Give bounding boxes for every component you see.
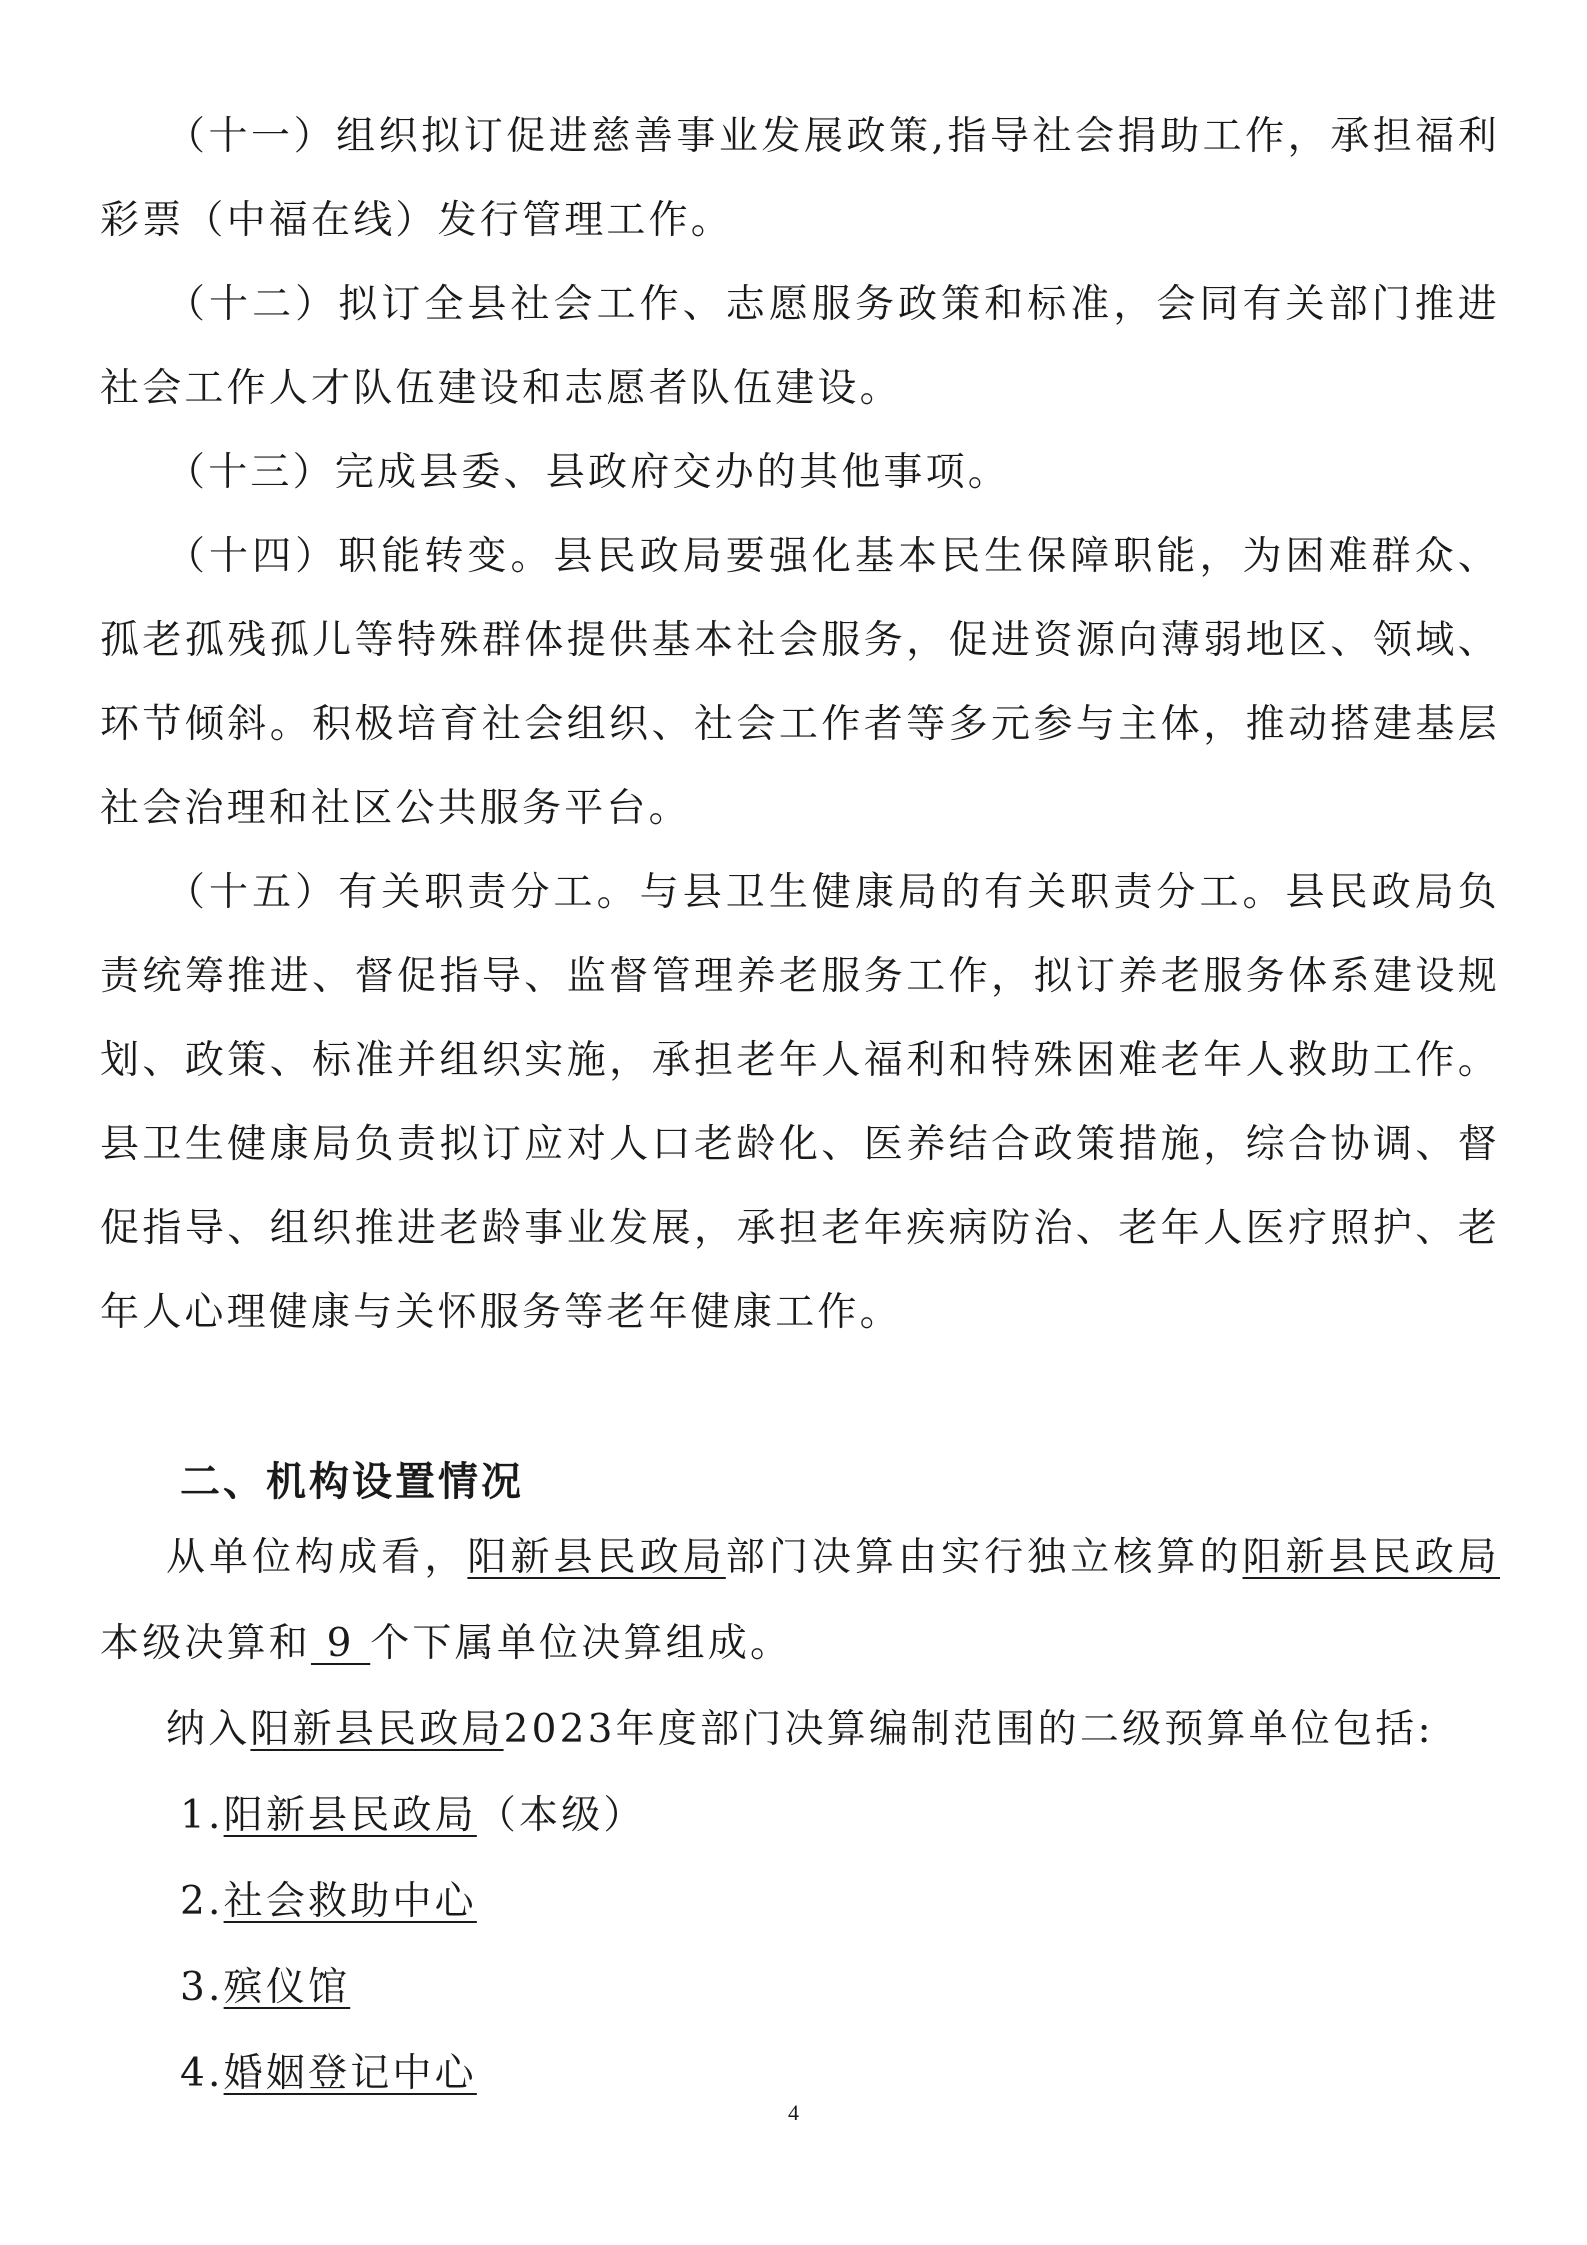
paragraph-15: （十五）有关职责分工。与县卫生健康局的有关职责分工。县民政局负责统筹推进、督促指导、监督管理养老服务工作，拟订养老服务体系建设规划、政策、标准并组织实施，承担老年人福利和特殊困难老年人救助工作。县卫生健康局负责拟订应对人口老龄化、医养结合政策措施，综合协调、督促指导、组织推进老龄事业发展，承担老年疾病防治、老年人医疗照护、老年人心理健康与关怀服务等老年健康工作。 — [100, 870, 1500, 1335]
dept-name-2: 阳新县民政局 — [1242, 1535, 1500, 1580]
composition-paragraph — [100, 1515, 1500, 1687]
section-body — [100, 1515, 1500, 2117]
list-item-note: （本级） — [476, 1793, 646, 1838]
list-item — [100, 1945, 1500, 2031]
list-item-name: 社会救助中心 — [223, 1879, 477, 1924]
page-number: 4 — [788, 2100, 799, 2125]
composition-suffix: 个下属单位决算组成。 — [370, 1621, 793, 1666]
scope-prefix: 纳入 — [166, 1707, 251, 1752]
composition-middle: 部门决算由实行独立核算的 — [725, 1535, 1243, 1580]
scope-suffix: 2023年度部门决算编制范围的二级预算单位包括: — [503, 1707, 1434, 1752]
composition-middle-2: 本级决算和 — [100, 1621, 312, 1666]
list-item-number: 2. — [180, 1879, 224, 1924]
list-item — [100, 1773, 1500, 1859]
paragraph-11: （十一）组织拟订促进慈善事业发展政策,指导社会捐助工作，承担福利彩票（中福在线）发行管理工作。 — [100, 114, 1500, 243]
list-item — [100, 1859, 1500, 1945]
scope-paragraph — [100, 1687, 1500, 1773]
dept-name: 阳新县民政局 — [467, 1535, 726, 1580]
composition-prefix: 从单位构成看， — [166, 1535, 468, 1580]
list-item-number: 3. — [180, 1965, 224, 2010]
paragraph-14: （十四）职能转变。县民政局要强化基本民生保障职能，为困难群众、孤老孤残孤儿等特殊群体提供基本社会服务，促进资源向薄弱地区、领域、环节倾斜。积极培育社会组织、社会工作者等多元参与主体，推动搭建基层社会治理和社区公共服务平台。 — [100, 534, 1500, 831]
list-item-number: 4. — [180, 2051, 224, 2096]
unit-count: 9 — [311, 1621, 371, 1666]
paragraph-12: （十二）拟订全县社会工作、志愿服务政策和标准，会同有关部门推进社会工作人才队伍建设和志愿者队伍建设。 — [100, 282, 1500, 411]
list-item-number: 1. — [180, 1793, 224, 1838]
document-body — [100, 95, 1500, 1355]
paragraph-13: （十三）完成县委、县政府交办的其他事项。 — [166, 450, 1011, 495]
section-heading: 二、机构设置情况 — [180, 1459, 524, 1505]
list-item-name: 阳新县民政局 — [223, 1793, 477, 1838]
list-item-name: 婚姻登记中心 — [223, 2051, 477, 2096]
scope-dept-name: 阳新县民政局 — [250, 1707, 504, 1752]
list-item-name: 殡仪馆 — [223, 1965, 351, 2010]
